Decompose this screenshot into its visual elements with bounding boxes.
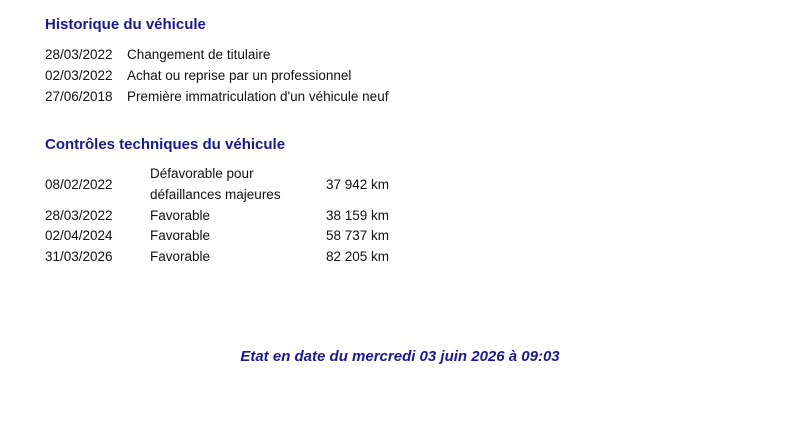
inspection-result-line2: défaillances majeures [150, 187, 281, 202]
inspection-mileage: 38 159 km [326, 208, 390, 223]
inspection-date: 28/03/2022 [45, 208, 113, 223]
status-date: Etat en date du mercredi 03 juin 2026 à 09:03 [240, 348, 560, 365]
inspection-row [45, 246, 445, 267]
history-row [45, 44, 565, 65]
inspection-mileage: 58 737 km [326, 228, 390, 243]
history-event: Achat ou reprise par un professionnel [127, 68, 352, 83]
inspection-row [45, 225, 445, 246]
inspection-mileage: 37 942 km [326, 177, 390, 192]
history-event: Changement de titulaire [127, 47, 271, 62]
inspections-title: Contrôles techniques du véhicule [45, 136, 286, 153]
history-date: 27/06/2018 [45, 89, 113, 104]
inspection-date: 31/03/2026 [45, 249, 113, 264]
inspection-result: Favorable [150, 249, 211, 264]
inspection-date: 08/02/2022 [45, 177, 113, 192]
inspection-row [45, 163, 445, 205]
history-title: Historique du véhicule [45, 16, 206, 33]
history-event: Première immatriculation d'un véhicule neuf [127, 89, 389, 104]
history-row [45, 65, 565, 86]
inspection-result-line1: Défavorable pour [150, 166, 254, 181]
inspection-date: 02/04/2024 [45, 228, 113, 243]
inspection-row [45, 205, 445, 226]
history-row [45, 86, 565, 107]
history-date: 28/03/2022 [45, 47, 113, 62]
inspection-result: Favorable [150, 208, 211, 223]
inspection-mileage: 82 205 km [326, 249, 390, 264]
inspection-result: Favorable [150, 228, 211, 243]
history-date: 02/03/2022 [45, 68, 113, 83]
